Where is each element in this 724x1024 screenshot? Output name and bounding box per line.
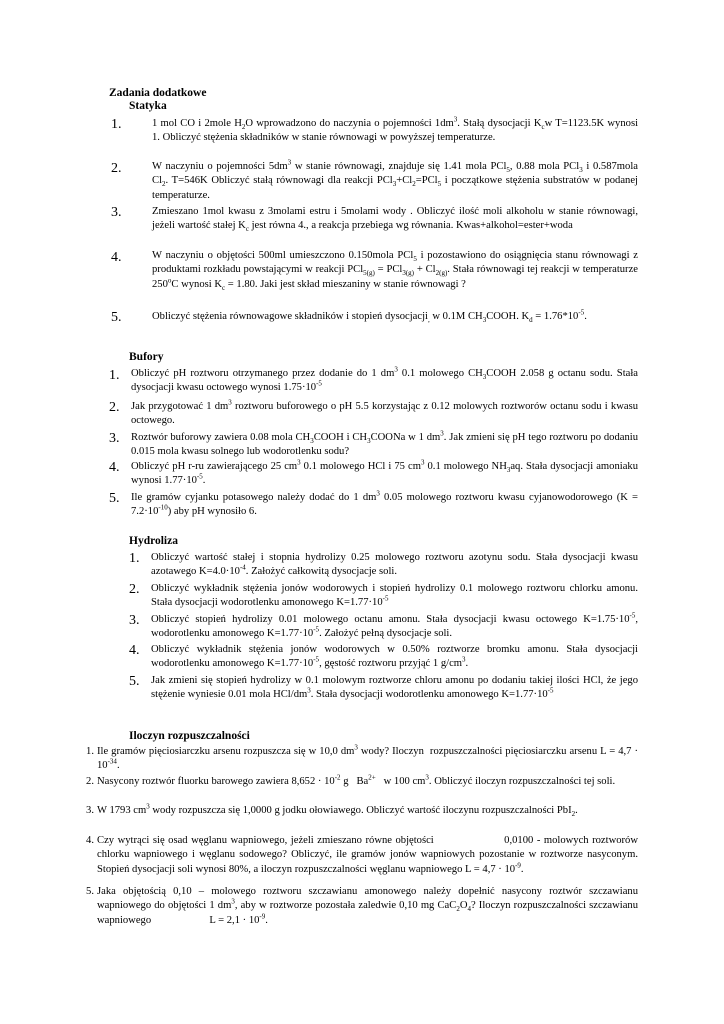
iloczyn-item-text: Czy wytrąci się osad węglanu wapniowego, jeżeli zmieszano równe objętości 0,0100 - molowych roztworów chlorku wapniowego i węglanu sodowego? Obliczyć, ile gramów jonów wapniowych pozostanie w roztworze nasyconym. Stopień dysocjacji soli wynosi 80%, a iloczyn rozpuszczalności węglanu wapniowego $L = 4,7 \cdot 10^{-9}$.: [97, 835, 638, 875]
bufory-item-text: Obliczyć pH roztworu otrzymanego przez dodanie do 1 $dm^3$ 0.1 molowego $CH_3COOH$ 2.058 g octanu sodu. Stała dysocjacji kwasu octowego wynosi $1.75\cdot 10^{-5}$: [131, 365, 638, 394]
iloczyn-item-text: W 1793 $cm^3$ wody rozpuszcza się 1,0000 g jodku ołowiawego. Obliczyć wartość iloczynu rozpuszczalności PbI$_2$.: [97, 802, 578, 819]
iloczyn-item-number: 1.: [86, 746, 94, 757]
section-heading-hydroliza: Hydroliza: [129, 535, 178, 547]
hydroliza-item-text: Obliczyć stopień hydrolizy 0.01 molowego octanu amonu. Stała dysocjacji kwasu octowego $K=1.75\cdot 10^{-5}$, wodorotlenku amonowego $K=1.77\cdot 10^{-5}$. Założyć pełną dysocjacje soli.: [151, 611, 638, 640]
statyka-item-number: 5.: [111, 310, 122, 325]
iloczyn-item-number: 3.: [86, 805, 94, 816]
iloczyn-item-text: Nasycony roztwór fluorku barowego zawiera $8,652 \cdot 10^{-2}$ g $Ba^{2+}$ w 100 $cm^3$. Obliczyć iloczyn rozpuszczalności tej soli.: [97, 773, 616, 787]
iloczyn-item-text: Ile gramów pięciosiarczku arsenu rozpuszcza się w 10,0 $dm^3$ wody? Iloczyn rozpuszczalności pięciosiarczku arsenu $L = 4,7 \cdot 10^{-34}$.: [97, 743, 638, 772]
bufory-item-number: 5.: [109, 491, 120, 506]
statyka-item-text: Zmieszano 1mol kwasu z 3molami estru i 5molami wody . Obliczyć ilość moli alkoholu w stanie równowagi, jeżeli wartość stałej $K_c$ jest równa 4., a reakcja przebiega wg równania. Kwas+alkohol=ester+woda: [152, 206, 638, 234]
statyka-item-number: 1.: [111, 117, 122, 132]
iloczyn-item-number: 4.: [86, 835, 94, 846]
hydroliza-item-number: 1.: [129, 551, 140, 566]
bufory-item-text: Obliczyć pH r-ru zawierającego 25 $cm^3$ 0.1 molowego HCl i 75 $cm^3$ 0.1 molowego $NH_3aq$. Stała dysocjacji amoniaku wynosi $1.77\cdot 10^{-5}$.: [131, 458, 639, 487]
section-heading-statyka: Statyka: [129, 100, 167, 112]
statyka-item-text: W naczyniu o pojemności $5dm^3$ w stanie równowagi, znajduje się 1.41 mola PCl$_5$, 0.88 mola PCl$_3$ i 0.587mola $Cl_2$. T=546K Obliczyć stałą równowagi dla reakcji $PCl_3+Cl_2=PCl_5$ i początkowe stężenia substratów w podanej temperaturze.: [152, 158, 638, 201]
section-heading-bufory: Bufory: [129, 351, 164, 363]
iloczyn-item-number: 5.: [86, 886, 94, 897]
bufory-item-number: 1.: [109, 368, 120, 383]
hydroliza-item-text: Obliczyć wykładnik stężenia jonów wodorowych i stopień hydrolizy 0.1 molowego roztworu chlorku amonu. Stała dysocjacji wodorotlenku amonowego $K=1.77\cdot 10^{-5}$: [151, 583, 638, 609]
hydroliza-item-text: Jak zmieni się stopień hydrolizy w 0.1 molowym roztworze chloru amonu po dodaniu takiej ilości HCl, że jego stężenie wyniesie 0.01 mola HCl/$dm^3$. Stała dysocjacji wodorotlenku amonowego $K=1.77\cdot 10^{-5}$: [151, 675, 638, 701]
hydroliza-item-number: 3.: [129, 613, 140, 628]
statyka-item-number: 3.: [111, 205, 122, 220]
bufory-item-text: Roztwór buforowy zawiera 0.08 mola $CH_3COOH$ i $CH_3COONa$ w 1 $dm^3$. Jak zmieni się pH tego roztworu po dodaniu 0.015 mola kwasu solnego lub wodorotlenku sodu?: [131, 429, 638, 458]
bufory-item-text: Jak przygotować 1 $dm^3$ roztworu buforowego o pH 5.5 korzystając z 0.12 molowych roztworów octanu sodu i kwasu octowego.: [131, 398, 638, 427]
iloczyn-item-number: 2.: [86, 776, 94, 787]
hydroliza-item-text: Obliczyć wykładnik stężenia jonów wodorowych w 0.50% roztworze bromku amonu. Stała dysocjacji wodorotlenku amonowego $K=1.77\cdot 10^{-5}$, gęstość roztworu przyjąć 1 $g/cm^3$.: [151, 644, 638, 670]
bufory-item-number: 4.: [109, 460, 120, 475]
page-title: Zadania dodatkowe: [109, 87, 207, 99]
statyka-item-number: 4.: [111, 250, 122, 265]
section-heading-iloczyn: Iloczyn rozpuszczalności: [129, 730, 250, 742]
hydroliza-item-number: 5.: [129, 674, 140, 689]
bufory-item-number: 2.: [109, 400, 120, 415]
hydroliza-item-number: 2.: [129, 582, 140, 597]
bufory-item-number: 3.: [109, 431, 120, 446]
statyka-item-text: Obliczyć stężenia równowagowe składników i stopień dysocjacji$_,$ w 0.1M $CH_3COOH$. $K_d = 1.76*10^{-5}$.: [152, 308, 587, 325]
statyka-item-number: 2.: [111, 161, 122, 176]
hydroliza-item-text: Obliczyć wartość stałej i stopnia hydrolizy 0.25 molowego roztworu azotynu sodu. Stała dysocjacji kwasu azotawego $K=4.0\cdot 10^{-4}$. Założyć całkowitą dysocjacje soli.: [151, 552, 638, 578]
hydroliza-item-number: 4.: [129, 643, 140, 658]
statyka-item-text: 1 mol CO i 2mole $H_2O$ wprowadzono do naczynia o pojemności $1dm^3$. Stałą dysocjacji $K_cw$ T=1123.5K wynosi 1. Obliczyć stężenia składników w stanie równowagi w powyższej temperaturze.: [152, 115, 639, 144]
iloczyn-item-text: Jaka objętością 0,10 – molowego roztworu szczawianu amonowego należy dopełnić nasycony roztwór szczawianu wapniowego do objętości 1 $dm^3$, aby w roztworze pozostała zaledwie 0,10 mg $CaC_2O_4$? Iloczyn rozpuszczalności szczawianu wapniowego $L = 2,1 \cdot 10^{-9}$.: [97, 886, 638, 926]
bufory-item-text: Ile gramów cyjanku potasowego należy dodać do 1 $dm^3$ 0.05 molowego roztworu kwasu cyjanowodorowego $(K = 7.2\cdot 10^{-10})$ aby pH wynosiło 6.: [131, 489, 638, 518]
statyka-item-text: W naczyniu o objętości 500ml umieszczono 0.150mola PCl$_5$ i pozostawiono do osiągnięcia stanu równowagi z produktami rozkładu powstającymi w reakcji $PCl_{5(g)} = PCl_{3(g)} + Cl_{2(g)}$. Stała równowagi tej reakcji w temperaturze 250$^o$C wynosi $K_c = 1.80$. Jaki jest skład mieszaniny w stanie równowagi ?: [152, 250, 638, 292]
